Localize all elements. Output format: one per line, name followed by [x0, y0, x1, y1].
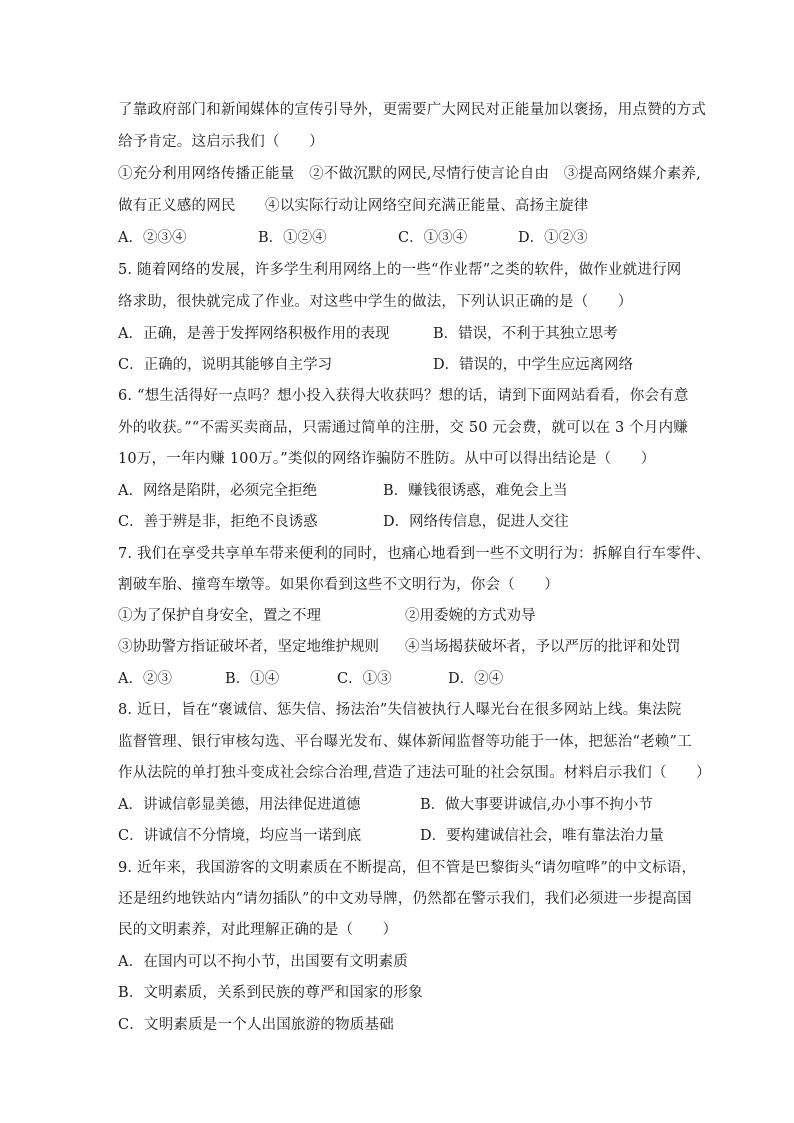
q8-stem-line-2: 监督管理、银行审核勾选、平台曝光发布、媒体新闻监督等功能于一体，把惩治“老赖”工 — [118, 734, 692, 750]
q7-choice-3: ③协助警方指证破坏者，坚定地维护规则 — [118, 639, 379, 655]
q6-option-b: B．赚钱很诱惑，难免会上当 — [383, 483, 568, 499]
q9-option-c: C．文明素质是一个人出国旅游的物质基础 — [118, 1017, 394, 1033]
q9-option-b: B．文明素质，关系到民族的尊严和国家的形象 — [118, 985, 423, 1001]
q5-option-a: A．正确，是善于发挥网络积极作用的表现 — [118, 326, 390, 342]
q4-stem-line-2: 给予肯定。这启示我们（ ） — [118, 134, 324, 150]
q8-stem-line-3: 作从法院的单打独斗变成社会综合治理,营造了违法可耻的社会氛围。材料启示我们（ ） — [118, 765, 711, 781]
q4-choices-line-2: 做有正义感的网民 ④以实际行动让网络空间充满正能量、高扬主旋律 — [118, 198, 589, 214]
q6-option-c: C．善于辨是非，拒绝不良诱惑 — [118, 514, 318, 530]
q9-stem-line-1: 9. 近年来，我国游客的文明素质在不断提高，但不管是巴黎街头“请勿喧哗”的中文标语， — [118, 860, 697, 876]
q4-stem-line-1: 了靠政府部门和新闻媒体的宣传引导外，更需要广大网民对正能量加以褒扬，用点赞的方式 — [118, 102, 706, 118]
q4-option-a: A．②③④ — [118, 230, 187, 246]
q8-option-a: A．讲诚信彰显美德，用法律促进道德 — [118, 797, 361, 813]
q5-option-b: B．错误，不利于其独立思考 — [433, 326, 618, 342]
q6-option-a: A．网络是陷阱，必须完全拒绝 — [118, 483, 317, 499]
q8-option-b: B．做大事要讲诚信,办小事不拘小节 — [420, 797, 653, 813]
q7-stem-line-2: 割破车胎、撞弯车墩等。如果你看到这些不文明行为，你会（ ） — [118, 577, 559, 593]
q9-stem-line-3: 民的文明素养，对此理解正确的是（ ） — [118, 922, 398, 938]
q9-option-a: A．在国内可以不拘小节，出国要有文明素质 — [118, 954, 408, 970]
q4-choices-line-1: ①充分利用网络传播正能量 ②不做沉默的网民,尽情行使言论自由 ③提高网络媒介素养, — [118, 166, 701, 182]
q4-option-c: C．①③④ — [398, 230, 468, 246]
q7-option-c: C．①③ — [337, 671, 392, 687]
q6-stem-line-2: 外的收获。”“不需买卖商品，只需通过简单的注册，交 50 元会费，就可以在 3 个月内赚 — [118, 420, 688, 436]
q7-choice-4: ④当场揭获破坏者，予以严厉的批评和处罚 — [405, 639, 681, 655]
q4-option-d: D．①②③ — [518, 230, 588, 246]
q7-choice-1: ①为了保护自身安全，置之不理 — [118, 608, 321, 624]
q8-stem-line-1: 8. 近日，旨在“褒诚信、惩失信、扬法治”失信被执行人曝光台在很多网站上线。集法院 — [118, 702, 682, 718]
q5-option-d: D．错误的，中学生应远离网络 — [433, 357, 634, 373]
q9-stem-line-2: 还是纽约地铁站内“请勿插队”的中文劝导牌，仍然都在警示我们，我们必须进一步提高国 — [118, 891, 692, 907]
q6-stem-line-3: 10万，一年内赚 100万。”类似的网络诈骗防不胜防。从中可以得出结论是（ ） — [118, 451, 656, 467]
q7-option-b: B．①④ — [225, 671, 280, 687]
q4-option-b: B．①②④ — [258, 230, 327, 246]
q8-option-c: C．讲诚信不分情境，均应当一诺到底 — [118, 828, 362, 844]
q6-stem-line-1: 6. “想生活得好一点吗？想小投入获得大收获吗？想的话，请到下面网站看看，你会有意 — [118, 388, 689, 404]
q7-stem-line-1: 7. 我们在享受共享单车带来便利的同时，也痛心地看到一些不文明行为：拆解自行车零件、 — [118, 546, 711, 562]
q7-choice-2: ②用委婉的方式劝导 — [405, 608, 536, 624]
q5-option-c: C．正确的，说明其能够自主学习 — [118, 357, 333, 373]
q6-option-d: D．网络传信息，促进人交往 — [383, 514, 569, 530]
q7-option-d: D．②④ — [448, 671, 504, 687]
q8-option-d: D．要构建诚信社会，唯有靠法治力量 — [420, 828, 664, 844]
q7-option-a: A．②③ — [118, 671, 172, 687]
q5-stem-line-1: 5. 随着网络的发展，许多学生利用网络上的一些“作业帮”之类的软件，做作业就进行网 — [118, 262, 682, 278]
q5-stem-line-2: 络求助，很快就完成了作业。对这些中学生的做法，下列认识正确的是（ ） — [118, 294, 633, 310]
